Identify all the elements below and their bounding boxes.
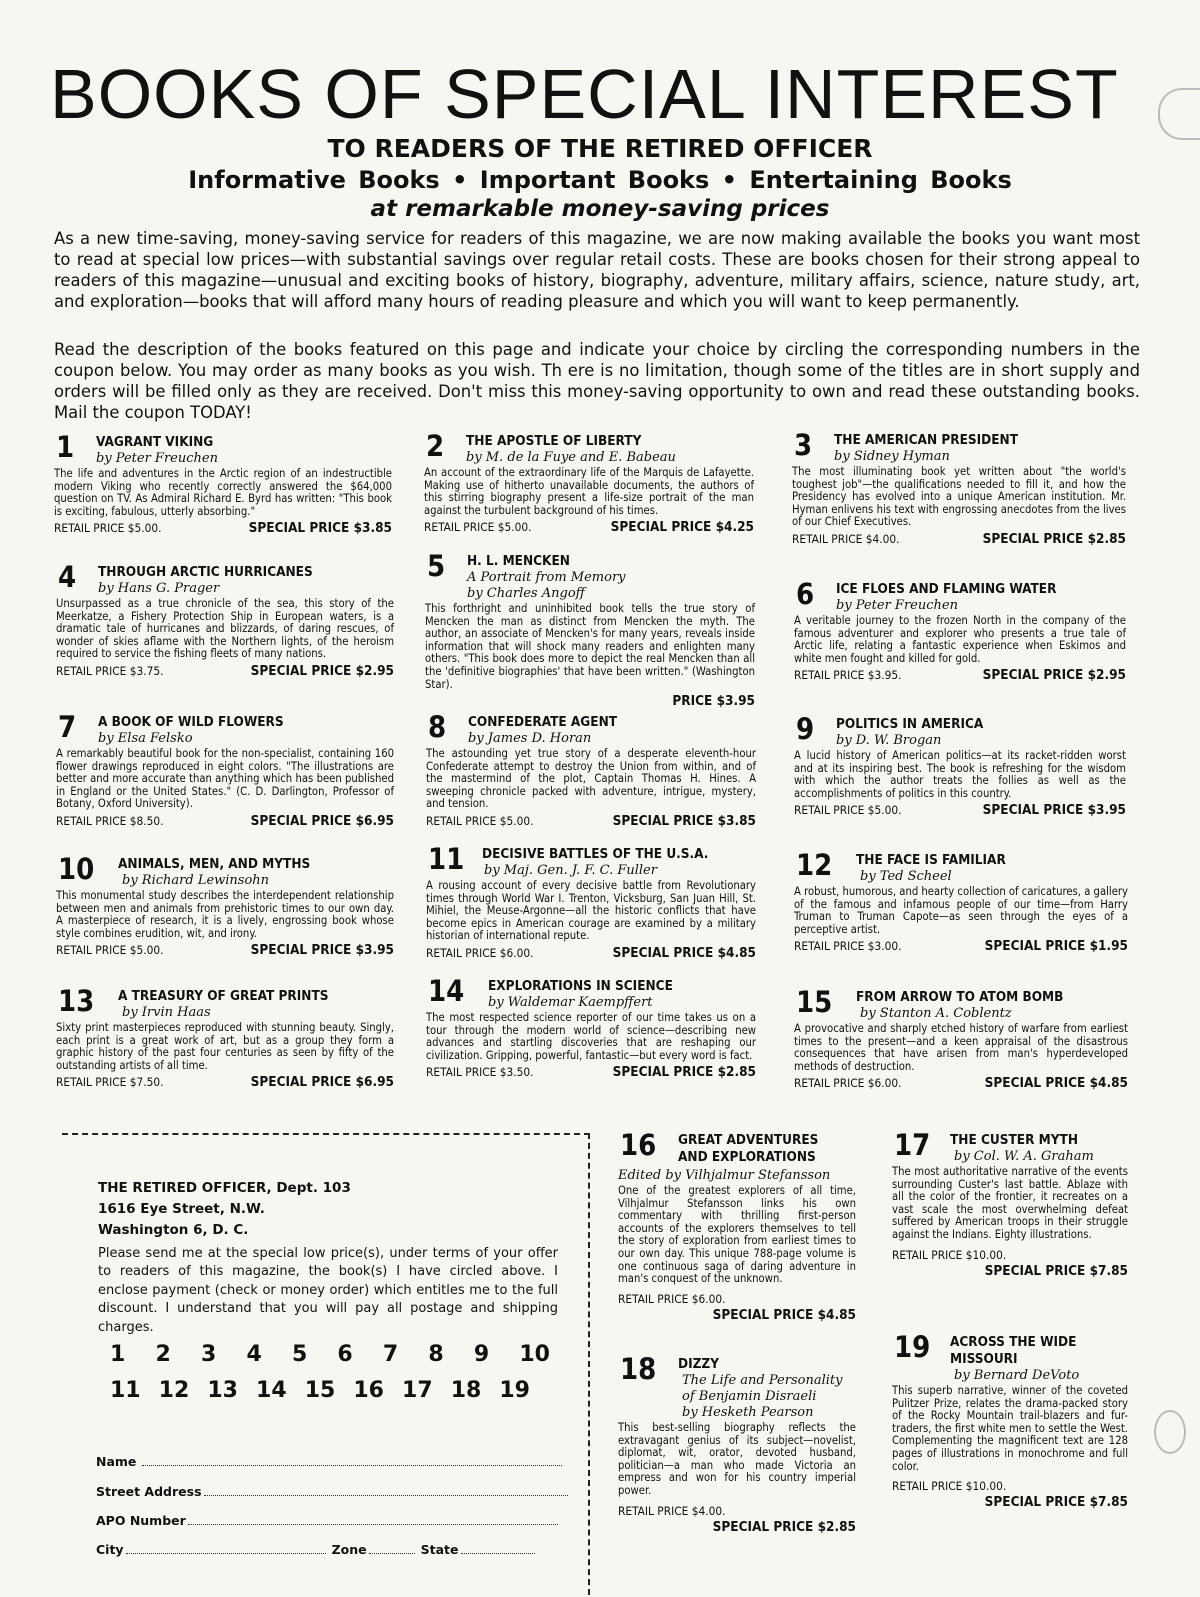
book-9 <box>794 712 1126 819</box>
book-17 <box>892 1128 1128 1279</box>
book-description: A veritable journey to the frozen North in the company of the famous adventurer and explorer who presents a true tale of Arctic life, relating a fantastic experience when Eskimos and white men fought and killed for gold. <box>794 614 1126 665</box>
coupon-text: Please send me at the special low price(s), under terms of your offer to readers of this magazine, the book(s) I have circled above. I enclose payment (check or money order) which entitles me to the full discount. I understand that you will pay all postage and shipping charges. <box>98 1246 558 1335</box>
book-author: by Peter Freuchen <box>836 598 958 613</box>
special-price: SPECIAL PRICE $6.95 <box>250 1074 394 1091</box>
retail-price: RETAIL PRICE $10.00. <box>892 1247 1007 1262</box>
coupon-address-line: 1616 Eye Street, N.W. <box>98 1201 265 1217</box>
special-price: SPECIAL PRICE $4.85 <box>712 1306 856 1323</box>
city-zone-state-field[interactable] <box>96 1542 535 1557</box>
retail-price: RETAIL PRICE $4.00. <box>618 1503 726 1518</box>
book-author: Edited by Vilhjalmur Stefansson <box>618 1168 831 1183</box>
book-author: by Richard Lewinsohn <box>122 873 270 888</box>
circle-number-5[interactable]: 5 <box>291 1342 308 1367</box>
book-title: DIZZY <box>678 1356 720 1372</box>
book-description: The life and adventures in the Arctic region of an indestructible modern Viking who recently correctly answered the $64,000 question on TV. As Admiral Richard E. Byrd has written: "This book is exciting, fabulous, utterly absorbing." <box>54 467 392 518</box>
book-8 <box>426 710 756 829</box>
book-author: by Col. W. A. Graham <box>954 1149 1094 1164</box>
book-author: by D. W. Brogan <box>836 733 942 748</box>
retail-price: RETAIL PRICE $5.00. <box>426 813 534 828</box>
special-price: SPECIAL PRICE $3.95 <box>982 802 1126 819</box>
book-number: 4 <box>58 560 77 594</box>
special-price: SPECIAL PRICE $3.85 <box>612 812 756 829</box>
book-number: 1 <box>56 430 75 464</box>
special-price: SPECIAL PRICE $2.95 <box>250 662 394 679</box>
book-title: H. L. MENCKEN <box>467 553 570 569</box>
circle-number-7[interactable]: 7 <box>382 1342 399 1367</box>
book-3 <box>792 428 1126 547</box>
zone-label: Zone <box>331 1542 367 1557</box>
book-number: 8 <box>428 710 447 744</box>
retail-price: RETAIL PRICE $4.00. <box>792 531 900 546</box>
book-19 <box>892 1330 1128 1511</box>
book-title: DECISIVE BATTLES OF THE U.S.A. <box>482 846 709 862</box>
book-title: ANIMALS, MEN, AND MYTHS <box>118 856 311 872</box>
circle-number-15[interactable]: 15 <box>304 1378 336 1403</box>
book-description: The most respected science reporter of our time takes us on a tour through the modern world of science—describing new advances and startling discoveries that are reshaping our civilization. Gripping, powerful, fantastic—but every word is fact. <box>426 1011 756 1062</box>
tagline: at remarkable money-saving prices <box>370 196 830 222</box>
book-author: by Sidney Hyman <box>834 449 950 464</box>
circle-number-1[interactable]: 1 <box>110 1342 126 1367</box>
retail-price: RETAIL PRICE $10.00. <box>892 1479 1007 1494</box>
circle-number-8[interactable]: 8 <box>428 1342 444 1367</box>
state-label: State <box>420 1542 459 1557</box>
special-price: SPECIAL PRICE $2.85 <box>712 1518 856 1535</box>
special-price: SPECIAL PRICE $6.95 <box>250 812 394 829</box>
retail-price: RETAIL PRICE $6.00. <box>794 1076 902 1091</box>
book-description: A remarkably beautiful book for the non-specialist, containing 160 flower drawings reproduced in eight colors. "The illustrations are better and more accurate than anything which has been published in England or the United States." (C. D. Darlington, Professor of Botany, Oxford University). <box>56 747 394 811</box>
book-2 <box>424 429 754 536</box>
page-edge-tab <box>1158 88 1200 140</box>
book-title: EXPLORATIONS IN SCIENCE <box>488 978 673 994</box>
street-address-line[interactable] <box>204 1484 568 1496</box>
zone-line[interactable] <box>369 1542 415 1554</box>
special-price: SPECIAL PRICE $4.25 <box>610 519 754 536</box>
book-15 <box>794 985 1128 1092</box>
book-title: ACROSS THE WIDE MISSOURI <box>950 1334 1077 1367</box>
subtitle: TO READERS OF THE RETIRED OFFICER <box>327 134 873 163</box>
book-author: by Bernard DeVoto <box>954 1368 1080 1383</box>
book-description: A robust, humorous, and hearty collection of caricatures, a gallery of the famous and infamous people of our time—from Harry Truman to Truman Capote—as seen through the eyes of a perceptive artist. <box>794 885 1128 936</box>
book-title: THE AMERICAN PRESIDENT <box>834 432 1018 448</box>
apo-number-label: APO Number <box>96 1513 186 1528</box>
book-number: 19 <box>894 1330 931 1364</box>
special-price: PRICE $3.95 <box>672 693 755 710</box>
book-description: The most illuminating book yet written about "the world's toughest job"—the qualifications needed to fill it, and how the Presidency has evolved into a unique American institution. Mr. Hyman enlivens his text with engrossing anecdotes from the lives of our Chief Executives. <box>792 465 1126 529</box>
special-price: SPECIAL PRICE $7.85 <box>984 1494 1128 1511</box>
circle-number-13[interactable]: 13 <box>207 1378 238 1403</box>
street-address-label: Street Address <box>96 1484 202 1499</box>
special-price: SPECIAL PRICE $2.85 <box>982 530 1126 547</box>
book-number: 3 <box>794 428 813 462</box>
book-number: 5 <box>427 549 446 583</box>
book-title: POLITICS IN AMERICA <box>836 716 984 732</box>
circle-number-4[interactable]: 4 <box>246 1342 262 1367</box>
book-description: An account of the extraordinary life of the Marquis de Lafayette. Making use of hitherto unavailable documents, the authors of this stirring biography present a life-size portrait of the man against the turbulent background of his times. <box>424 466 754 517</box>
book-description: A lucid history of American politics—at its racket-ridden worst and at its inspiring best. The book is refreshing for the wisdom with which the author treats the follies as well as the accomplishments of politics in this country. <box>794 749 1126 800</box>
coupon-address-line: Washington 6, D. C. <box>98 1222 249 1238</box>
special-price: SPECIAL PRICE $4.85 <box>984 1075 1128 1092</box>
book-14 <box>426 974 756 1081</box>
book-author: by Maj. Gen. J. F. C. Fuller <box>484 863 657 878</box>
book-title: ICE FLOES AND FLAMING WATER <box>836 581 1057 597</box>
book-description: Unsurpassed as a true chronicle of the sea, this story of the Meerkatze, a Fishery Protection Ship in European waters, is a dramatic tale of hurricanes and blizzards, of daring rescues, of wonder of skies aflame with the Northern lights, of the heroism required to service the fishing fleets of many nations. <box>56 597 394 661</box>
name-field[interactable] <box>96 1454 562 1469</box>
special-price: SPECIAL PRICE $3.95 <box>250 942 394 959</box>
book-author: by Elsa Felsko <box>98 731 193 746</box>
book-number: 12 <box>796 848 833 882</box>
book-number: 16 <box>620 1128 657 1162</box>
book-number: 14 <box>428 974 465 1008</box>
circle-number-16[interactable]: 16 <box>353 1378 384 1403</box>
circle-number-19[interactable]: 19 <box>499 1378 530 1403</box>
book-number: 10 <box>58 852 95 886</box>
book-author: by Hans G. Prager <box>98 581 220 596</box>
book-title: THROUGH ARCTIC HURRICANES <box>98 564 313 580</box>
circle-number-18[interactable]: 18 <box>450 1378 482 1403</box>
book-number: 2 <box>426 429 445 463</box>
book-title: CONFEDERATE AGENT <box>468 714 618 730</box>
book-title: GREAT ADVENTURES AND EXPLORATIONS <box>678 1132 819 1165</box>
circle-number-14[interactable]: 14 <box>256 1378 287 1403</box>
book-number: 11 <box>428 842 465 876</box>
book-number: 17 <box>894 1128 931 1162</box>
binder-hole <box>1154 1410 1186 1454</box>
book-description: The most authoritative narrative of the events surrounding Custer's last battle. Ablaze with all the color of the frontier, it recreates on a vast scale the most overwhelming defeat suffered by American troops in their struggle against the Indians. Eighty illustrations. <box>892 1165 1128 1241</box>
book-description: A provocative and sharply etched history of warfare from earliest times to the present—and a keen appraisal of the disastrous consequences that have arisen from man's hyperdeveloped methods of destruction. <box>794 1022 1128 1073</box>
circle-number-12[interactable]: 12 <box>158 1378 190 1403</box>
state-line[interactable] <box>461 1542 535 1554</box>
book-title: VAGRANT VIKING <box>96 434 214 450</box>
book-12 <box>794 848 1128 955</box>
book-number: 15 <box>796 985 833 1019</box>
book-author: by M. de la Fuye and E. Babeau <box>466 450 676 465</box>
book-author: by Stanton A. Coblentz <box>860 1006 1012 1021</box>
book-description: One of the greatest explorers of all time, Vilhjalmur Stefansson links his own commentary with thrilling first-person accounts of the explorers themselves to tell the story of exploration from earliest times to our own day. This unique 788-page volume is one continuous saga of daring adventure in man's conquest of the unknown. <box>618 1184 856 1286</box>
book-description: Sixty print masterpieces reproduced with stunning beauty. Singly, each print is a great work of art, but as a group they form a graphic history of the past four centuries as seen by fifty of the outstanding artists of all time. <box>56 1021 394 1072</box>
apo-number-line[interactable] <box>188 1513 558 1525</box>
book-7 <box>56 710 394 829</box>
book-title: FROM ARROW TO ATOM BOMB <box>856 989 1064 1005</box>
book-16 <box>618 1128 856 1323</box>
book-author: by Hesketh Pearson <box>682 1405 814 1420</box>
retail-price: RETAIL PRICE $5.00. <box>54 521 162 536</box>
book-11 <box>426 842 756 961</box>
book-description: The astounding yet true story of a desperate eleventh-hour Confederate attempt to destroy the Union from within, and of the mastermind of the plot, Captain Thomas H. Hines. A sweeping chronicle packed with adventure, intrigue, mystery, and tension. <box>426 747 756 811</box>
book-description: This forthright and uninhibited book tells the true story of Mencken the man as distinct from Mencken the myth. The author, an associate of Mencken's for many years, reveals inside information that will shock many readers and enlighten many others. "This book does more to depict the real Mencken than all the 'definitive biographies' that have been written." (Washington Star). <box>425 602 755 691</box>
book-number: 6 <box>796 577 815 611</box>
name-line[interactable] <box>142 1454 562 1466</box>
book-description: This superb narrative, winner of the coveted Pulitzer Prize, relates the drama-packed story of the Rocky Mountain trail-blazers and fur-traders, the first white men to settle the West. Complementing the magnificent text are 128 pages of illustrations in monochrome and full color. <box>892 1384 1128 1473</box>
circle-number-6[interactable]: 6 <box>337 1342 353 1367</box>
book-6 <box>794 577 1126 684</box>
book-description: This best-selling biography reflects the extravagant genius of its subject—novelist, diplomat, wit, orator, devoted husband, politician—a man who made Victoria an empress and won for his country imperial power. <box>618 1421 856 1497</box>
retail-price: RETAIL PRICE $5.00. <box>56 943 164 958</box>
special-price: SPECIAL PRICE $4.85 <box>612 944 756 961</box>
city-label: City <box>96 1542 124 1557</box>
book-title: THE FACE IS FAMILIAR <box>856 852 1006 868</box>
retail-price: RETAIL PRICE $6.00. <box>426 945 534 960</box>
city-line[interactable] <box>126 1542 326 1554</box>
book-1 <box>54 430 392 537</box>
circle-number-11[interactable]: 11 <box>110 1378 141 1403</box>
book-number: 18 <box>620 1352 657 1386</box>
retail-price: RETAIL PRICE $5.00. <box>794 803 902 818</box>
book-author: by Ted Scheel <box>860 869 952 884</box>
book-number-row-1 <box>110 1342 550 1367</box>
retail-price: RETAIL PRICE $3.00. <box>794 939 902 954</box>
book-author: by Peter Freuchen <box>96 451 218 466</box>
book-number: 9 <box>796 712 815 746</box>
book-author: by Irvin Haas <box>122 1005 211 1020</box>
book-18 <box>618 1352 856 1535</box>
book-number: 13 <box>58 984 95 1018</box>
book-description: A rousing account of every decisive battle from Revolutionary times through World War I. Trenton, Vicksburg, San Juan Hill, St. Mihiel, the Meuse-Argonne—all the historic conflicts that have become epics in American courage are examined by a military historian of international repute. <box>426 879 756 943</box>
name-label: Name <box>96 1454 137 1469</box>
intro-paragraph-1: As a new time-saving, money-saving service for readers of this magazine, we are now making available the books you want most to read at special low prices—with substantial savings over regular retail costs. These are books chosen for their strong appeal to readers of this magazine—unusual and exciting books of history, biography, adventure, military affairs, science, nature study, art, and exploration—books that will afford many hours of reading pleasure and which you will want to keep permanently. <box>54 229 1140 311</box>
book-author: by Charles Angoff <box>467 586 585 601</box>
retail-price: RETAIL PRICE $3.50. <box>426 1065 534 1080</box>
special-price: SPECIAL PRICE $2.95 <box>982 667 1126 684</box>
retail-price: RETAIL PRICE $3.75. <box>56 663 164 678</box>
retail-price: RETAIL PRICE $3.95. <box>794 668 902 683</box>
circle-number-2[interactable]: 2 <box>155 1342 171 1367</box>
circle-number-3[interactable]: 3 <box>200 1342 217 1367</box>
special-price: SPECIAL PRICE $3.85 <box>248 520 392 537</box>
book-title: THE APOSTLE OF LIBERTY <box>466 433 642 449</box>
special-price: SPECIAL PRICE $2.85 <box>612 1064 756 1081</box>
book-number: 7 <box>58 710 77 744</box>
book-author: by Waldemar Kaempffert <box>488 995 653 1010</box>
book-description: This monumental study describes the interdependent relationship between men and animals from prehistoric times to our own day. A masterpiece of research, it is a lively, engrossing book whose style combines erudition, wit, and irony. <box>56 889 394 940</box>
book-author: by James D. Horan <box>468 731 592 746</box>
circle-number-17[interactable]: 17 <box>402 1378 433 1403</box>
book-10 <box>56 852 394 959</box>
special-price: SPECIAL PRICE $1.95 <box>984 938 1128 955</box>
special-price: SPECIAL PRICE $7.85 <box>984 1262 1128 1279</box>
circle-number-10[interactable]: 10 <box>519 1342 550 1367</box>
coupon-address <box>98 1178 351 1241</box>
book-title: A BOOK OF WILD FLOWERS <box>98 714 284 730</box>
retail-price: RETAIL PRICE $5.00. <box>424 520 532 535</box>
book-4 <box>56 560 394 679</box>
coupon-address-line: THE RETIRED OFFICER, Dept. 103 <box>98 1180 351 1196</box>
book-number-row-2 <box>110 1378 530 1403</box>
book-title: A TREASURY OF GREAT PRINTS <box>118 988 329 1004</box>
book-kinds: Informative Books • Important Books • Entertaining Books <box>188 166 1012 194</box>
apo-number-field[interactable] <box>96 1513 558 1528</box>
book-13 <box>56 984 394 1091</box>
intro-paragraph-2: Read the description of the books featured on this page and indicate your choice by circling the corresponding numbers in the coupon below. You may order as many books as you wish. Th ere is no limitation, though some of the titles are in short supply and orders will be filled only as they are received. Don't miss this money-saving opportunity to own and read these outstanding books. Mail the coupon TODAY! <box>54 340 1140 422</box>
circle-number-9[interactable]: 9 <box>473 1342 490 1367</box>
book-subtitle: A Portrait from Memory <box>467 570 626 585</box>
book-title: THE CUSTER MYTH <box>950 1132 1078 1148</box>
retail-price: RETAIL PRICE $6.00. <box>618 1291 726 1306</box>
book-subtitle: The Life and Personality of Benjamin Disraeli <box>682 1373 843 1404</box>
retail-price: RETAIL PRICE $7.50. <box>56 1075 164 1090</box>
book-5 <box>425 549 755 710</box>
street-address-field[interactable] <box>96 1484 568 1499</box>
retail-price: RETAIL PRICE $8.50. <box>56 813 164 828</box>
page-title: BOOKS OF SPECIAL INTEREST <box>50 55 1119 133</box>
